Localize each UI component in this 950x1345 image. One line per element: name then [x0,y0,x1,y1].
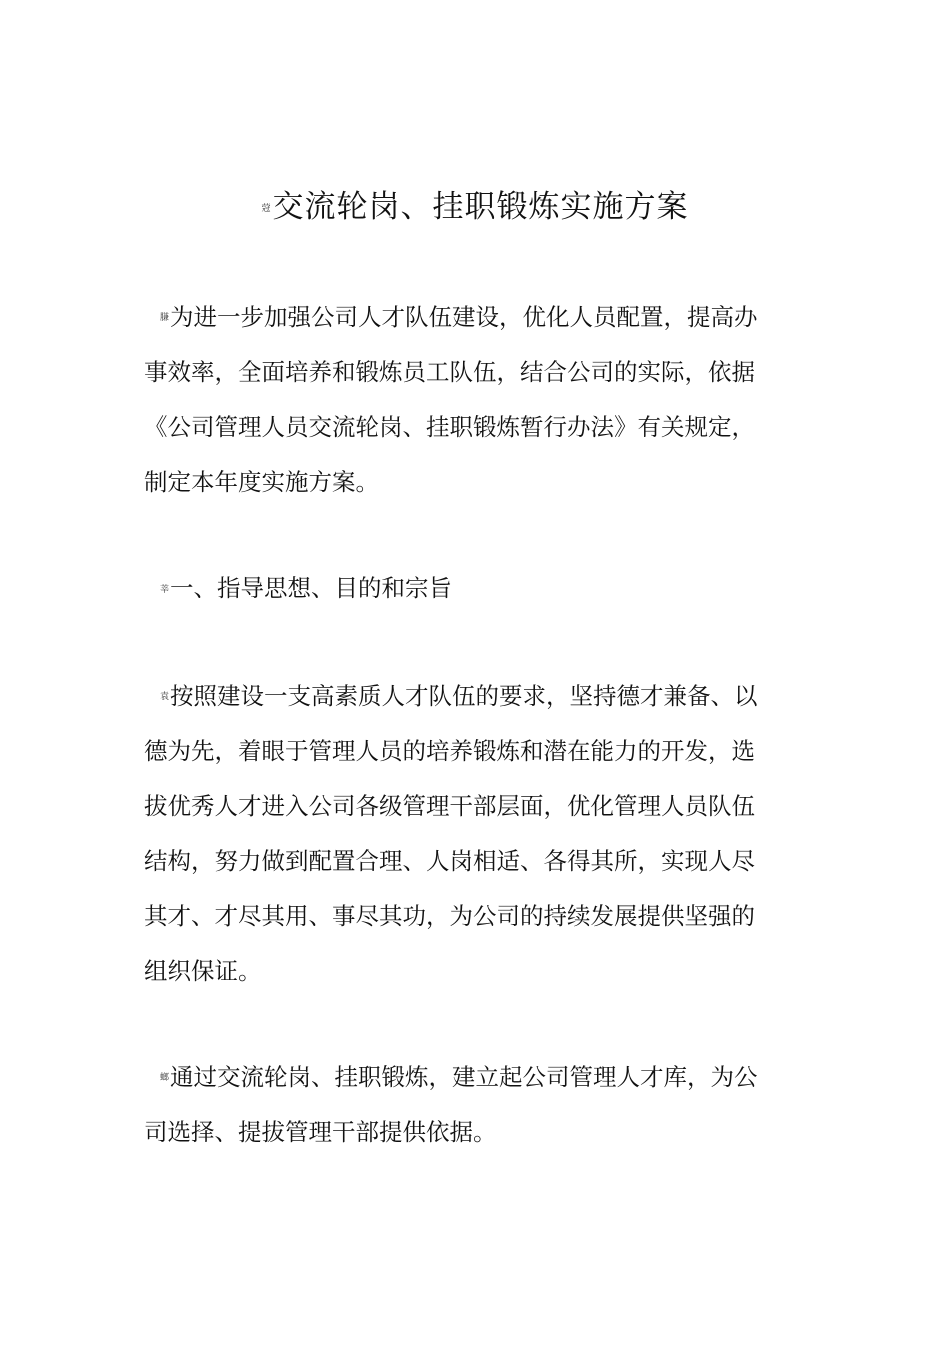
paragraph-line: 事效率，全面培养和锻炼员工队伍，结合公司的实际，依据 [144,358,755,386]
paragraph-line-text: 为进一步加强公司人才队伍建设，优化人员配置，提高办 [170,303,758,331]
paragraph-marker: 螂 [160,1073,170,1083]
paragraph-talent-pool [144,1050,764,1160]
paragraph-line: 《公司管理人员交流轮岗、挂职锻炼暂行办法》有关规定， [144,413,755,441]
paragraph-line-text: 通过交流轮岗、挂职锻炼，建立起公司管理人才库，为公 [170,1063,758,1091]
paragraph-line [144,1050,764,1105]
paragraph-line: 结构，努力做到配置合理、人岗相适、各得其所，实现人尽 [144,847,755,875]
document-title [0,184,950,232]
paragraph-line: 组织保证。 [144,957,262,985]
title-text: 交流轮岗、挂职锻炼实施方案 [272,189,689,225]
paragraph-line: 司选择、提拔管理干部提供依据。 [144,1118,497,1146]
paragraph-line [144,290,764,345]
paragraph-line: 其才、才尽其用、事尽其功，为公司的持续发展提供坚强的 [144,902,755,930]
heading-text: 一、指导思想、目的和宗旨 [170,574,453,602]
paragraph-line [144,669,764,724]
paragraph-line: 制定本年度实施方案。 [144,468,379,496]
paragraph-marker: 膁 [160,313,170,323]
paragraph-guiding [144,669,764,999]
paragraph-line-text: 按照建设一支高素质人才队伍的要求，坚持德才兼备、以 [170,682,758,710]
heading-marker: 莘 [160,584,170,595]
paragraph-line: 德为先，着眼于管理人员的培养锻炼和潜在能力的开发，选 [144,737,755,765]
paragraph-marker: 袁 [160,692,170,702]
paragraph-line: 拔优秀人才进入公司各级管理干部层面，优化管理人员队伍 [144,792,755,820]
paragraph-intro [144,290,764,510]
section-heading [160,566,452,612]
title-marker: 蒄 [261,203,272,214]
